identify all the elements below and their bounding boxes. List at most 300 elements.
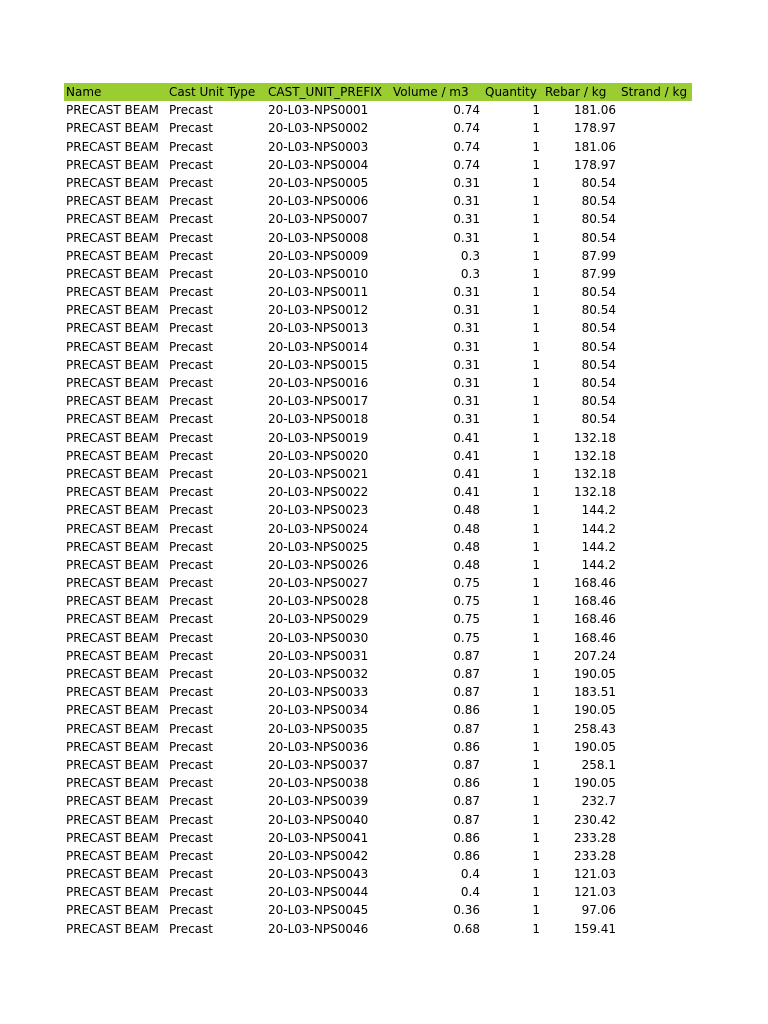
cell-cast-unit-type[interactable]: Precast xyxy=(169,448,213,463)
cell-cast-unit-prefix[interactable]: 20-L03-NPS0021 xyxy=(268,466,369,481)
cell-name[interactable]: PRECAST BEAM xyxy=(66,776,159,791)
cell-volume[interactable]: 0.31 xyxy=(453,230,480,245)
cell-cast-unit-prefix[interactable]: 20-L03-NPS0001 xyxy=(268,103,369,118)
cell-name[interactable]: PRECAST BEAM xyxy=(66,757,159,772)
cell-cast-unit-prefix[interactable]: 20-L03-NPS0013 xyxy=(268,321,369,336)
cell-name[interactable]: PRECAST BEAM xyxy=(66,430,159,445)
cell-volume[interactable]: 0.74 xyxy=(453,139,480,154)
cell-volume[interactable]: 0.74 xyxy=(453,121,480,136)
cell-name[interactable]: PRECAST BEAM xyxy=(66,466,159,481)
cell-strand[interactable] xyxy=(619,429,692,447)
cell-cast-unit-type[interactable]: Precast xyxy=(169,430,213,445)
cell-cast-unit-prefix[interactable]: 20-L03-NPS0042 xyxy=(268,848,369,863)
cell-rebar[interactable]: 190.05 xyxy=(574,739,616,754)
cell-cast-unit-prefix[interactable]: 20-L03-NPS0027 xyxy=(268,576,369,591)
cell-rebar[interactable]: 132.18 xyxy=(574,430,616,445)
cell-rebar[interactable]: 159.41 xyxy=(574,921,616,936)
cell-volume[interactable]: 0.31 xyxy=(453,412,480,427)
cell-quantity[interactable]: 1 xyxy=(532,448,540,463)
cell-volume[interactable]: 0.4 xyxy=(460,867,480,882)
cell-quantity[interactable]: 1 xyxy=(532,557,540,572)
cell-strand[interactable] xyxy=(619,720,692,738)
cell-name[interactable]: PRECAST BEAM xyxy=(66,485,159,500)
cell-quantity[interactable]: 1 xyxy=(532,739,540,754)
cell-cast-unit-prefix[interactable]: 20-L03-NPS0030 xyxy=(268,630,369,645)
cell-quantity[interactable]: 1 xyxy=(532,466,540,481)
cell-quantity[interactable]: 1 xyxy=(532,521,540,536)
cell-volume[interactable]: 0.48 xyxy=(453,539,480,554)
cell-volume[interactable]: 0.86 xyxy=(453,848,480,863)
cell-cast-unit-prefix[interactable]: 20-L03-NPS0014 xyxy=(268,339,369,354)
cell-cast-unit-type[interactable]: Precast xyxy=(169,830,213,845)
cell-rebar[interactable]: 258.43 xyxy=(574,721,616,736)
cell-cast-unit-prefix[interactable]: 20-L03-NPS0034 xyxy=(268,703,369,718)
cell-volume[interactable]: 0.31 xyxy=(453,376,480,390)
cell-cast-unit-type[interactable]: Precast xyxy=(169,139,213,154)
cell-cast-unit-prefix[interactable]: 20-L03-NPS0015 xyxy=(268,357,369,372)
header-rebar[interactable]: Rebar / kg xyxy=(545,85,607,99)
cell-volume[interactable]: 0.41 xyxy=(453,485,480,500)
cell-cast-unit-prefix[interactable]: 20-L03-NPS0020 xyxy=(268,448,369,463)
cell-quantity[interactable]: 1 xyxy=(532,594,540,609)
cell-name[interactable]: PRECAST BEAM xyxy=(66,230,159,245)
cell-cast-unit-type[interactable]: Precast xyxy=(169,285,213,300)
cell-strand[interactable] xyxy=(619,756,692,774)
cell-cast-unit-prefix[interactable]: 20-L03-NPS0024 xyxy=(268,521,369,536)
cell-cast-unit-type[interactable]: Precast xyxy=(169,357,213,372)
cell-name[interactable]: PRECAST BEAM xyxy=(66,103,159,118)
cell-quantity[interactable]: 1 xyxy=(532,230,540,245)
cell-cast-unit-type[interactable]: Precast xyxy=(169,630,213,645)
cell-cast-unit-type[interactable]: Precast xyxy=(169,703,213,718)
cell-strand[interactable] xyxy=(619,538,692,556)
cell-name[interactable]: PRECAST BEAM xyxy=(66,448,159,463)
cell-cast-unit-type[interactable]: Precast xyxy=(169,521,213,536)
cell-quantity[interactable]: 1 xyxy=(532,321,540,336)
cell-cast-unit-prefix[interactable]: 20-L03-NPS0025 xyxy=(268,539,369,554)
cell-cast-unit-prefix[interactable]: 20-L03-NPS0016 xyxy=(268,376,369,390)
cell-volume[interactable]: 0.4 xyxy=(460,885,480,900)
cell-rebar[interactable]: 258.1 xyxy=(581,757,616,772)
cell-volume[interactable]: 0.31 xyxy=(453,212,480,227)
cell-quantity[interactable]: 1 xyxy=(532,157,540,172)
cell-cast-unit-prefix[interactable]: 20-L03-NPS0019 xyxy=(268,430,369,445)
cell-strand[interactable] xyxy=(619,738,692,756)
cell-quantity[interactable]: 1 xyxy=(532,776,540,791)
cell-name[interactable]: PRECAST BEAM xyxy=(66,594,159,609)
cell-strand[interactable] xyxy=(619,483,692,501)
cell-strand[interactable] xyxy=(619,610,692,628)
cell-cast-unit-prefix[interactable]: 20-L03-NPS0017 xyxy=(268,394,369,409)
cell-quantity[interactable]: 1 xyxy=(532,175,540,190)
cell-quantity[interactable]: 1 xyxy=(532,885,540,900)
cell-rebar[interactable]: 232.7 xyxy=(581,794,616,809)
cell-rebar[interactable]: 230.42 xyxy=(574,812,616,827)
cell-cast-unit-type[interactable]: Precast xyxy=(169,594,213,609)
cell-cast-unit-prefix[interactable]: 20-L03-NPS0043 xyxy=(268,867,369,882)
cell-cast-unit-type[interactable]: Precast xyxy=(169,321,213,336)
cell-strand[interactable] xyxy=(619,574,692,592)
cell-cast-unit-prefix[interactable]: 20-L03-NPS0004 xyxy=(268,157,369,172)
cell-cast-unit-type[interactable]: Precast xyxy=(169,648,213,663)
cell-quantity[interactable]: 1 xyxy=(532,685,540,700)
cell-quantity[interactable]: 1 xyxy=(532,285,540,300)
cell-strand[interactable] xyxy=(619,119,692,137)
cell-cast-unit-prefix[interactable]: 20-L03-NPS0032 xyxy=(268,667,369,681)
cell-strand[interactable] xyxy=(619,338,692,356)
cell-volume[interactable]: 0.48 xyxy=(453,557,480,572)
cell-rebar[interactable]: 80.54 xyxy=(581,175,616,190)
cell-strand[interactable] xyxy=(619,410,692,428)
cell-quantity[interactable]: 1 xyxy=(532,794,540,809)
cell-cast-unit-type[interactable]: Precast xyxy=(169,303,213,318)
cell-name[interactable]: PRECAST BEAM xyxy=(66,357,159,372)
cell-strand[interactable] xyxy=(619,701,692,719)
cell-strand[interactable] xyxy=(619,792,692,810)
cell-cast-unit-type[interactable]: Precast xyxy=(169,121,213,136)
cell-name[interactable]: PRECAST BEAM xyxy=(66,630,159,645)
cell-strand[interactable] xyxy=(619,829,692,847)
cell-cast-unit-prefix[interactable]: 20-L03-NPS0012 xyxy=(268,303,369,318)
header-cast-unit-prefix[interactable]: CAST_UNIT_PREFIX xyxy=(268,85,382,99)
cell-quantity[interactable]: 1 xyxy=(532,376,540,390)
header-strand[interactable]: Strand / kg xyxy=(621,85,688,99)
cell-name[interactable]: PRECAST BEAM xyxy=(66,521,159,536)
cell-cast-unit-type[interactable]: Precast xyxy=(169,612,213,627)
cell-name[interactable]: PRECAST BEAM xyxy=(66,557,159,572)
cell-name[interactable]: PRECAST BEAM xyxy=(66,667,159,681)
cell-cast-unit-prefix[interactable]: 20-L03-NPS0038 xyxy=(268,776,369,791)
cell-rebar[interactable]: 80.54 xyxy=(581,285,616,300)
cell-volume[interactable]: 0.31 xyxy=(453,394,480,409)
cell-quantity[interactable]: 1 xyxy=(532,703,540,718)
cell-cast-unit-type[interactable]: Precast xyxy=(169,266,213,281)
cell-rebar[interactable]: 190.05 xyxy=(574,667,616,681)
cell-cast-unit-prefix[interactable]: 20-L03-NPS0003 xyxy=(268,139,369,154)
cell-quantity[interactable]: 1 xyxy=(532,630,540,645)
cell-name[interactable]: PRECAST BEAM xyxy=(66,285,159,300)
cell-name[interactable]: PRECAST BEAM xyxy=(66,848,159,863)
cell-cast-unit-type[interactable]: Precast xyxy=(169,867,213,882)
cell-quantity[interactable]: 1 xyxy=(532,121,540,136)
cell-strand[interactable] xyxy=(619,319,692,337)
cell-quantity[interactable]: 1 xyxy=(532,921,540,936)
cell-rebar[interactable]: 80.54 xyxy=(581,321,616,336)
cell-strand[interactable] xyxy=(619,592,692,610)
cell-rebar[interactable]: 178.97 xyxy=(574,121,616,136)
cell-volume[interactable]: 0.41 xyxy=(453,448,480,463)
cell-volume[interactable]: 0.87 xyxy=(453,648,480,663)
cell-volume[interactable]: 0.75 xyxy=(453,612,480,627)
cell-name[interactable]: PRECAST BEAM xyxy=(66,685,159,700)
cell-volume[interactable]: 0.31 xyxy=(453,303,480,318)
cell-cast-unit-prefix[interactable]: 20-L03-NPS0023 xyxy=(268,503,369,518)
cell-rebar[interactable]: 181.06 xyxy=(574,139,616,154)
cell-rebar[interactable]: 168.46 xyxy=(574,594,616,609)
cell-name[interactable]: PRECAST BEAM xyxy=(66,503,159,518)
cell-cast-unit-type[interactable]: Precast xyxy=(169,376,213,390)
cell-cast-unit-type[interactable]: Precast xyxy=(169,848,213,863)
cell-cast-unit-prefix[interactable]: 20-L03-NPS0035 xyxy=(268,721,369,736)
cell-name[interactable]: PRECAST BEAM xyxy=(66,703,159,718)
cell-cast-unit-type[interactable]: Precast xyxy=(169,339,213,354)
cell-cast-unit-prefix[interactable]: 20-L03-NPS0046 xyxy=(268,921,369,936)
cell-rebar[interactable]: 233.28 xyxy=(574,830,616,845)
cell-rebar[interactable]: 181.06 xyxy=(574,103,616,118)
cell-strand[interactable] xyxy=(619,665,692,683)
cell-strand[interactable] xyxy=(619,356,692,374)
cell-name[interactable]: PRECAST BEAM xyxy=(66,412,159,427)
cell-cast-unit-prefix[interactable]: 20-L03-NPS0029 xyxy=(268,612,369,627)
cell-cast-unit-type[interactable]: Precast xyxy=(169,175,213,190)
cell-rebar[interactable]: 121.03 xyxy=(574,885,616,900)
cell-cast-unit-type[interactable]: Precast xyxy=(169,685,213,700)
cell-quantity[interactable]: 1 xyxy=(532,867,540,882)
cell-strand[interactable] xyxy=(619,920,692,938)
cell-quantity[interactable]: 1 xyxy=(532,194,540,209)
cell-cast-unit-type[interactable]: Precast xyxy=(169,812,213,827)
cell-cast-unit-prefix[interactable]: 20-L03-NPS0041 xyxy=(268,830,369,845)
cell-strand[interactable] xyxy=(619,192,692,210)
cell-volume[interactable]: 0.87 xyxy=(453,721,480,736)
cell-volume[interactable]: 0.86 xyxy=(453,739,480,754)
cell-strand[interactable] xyxy=(619,101,692,119)
cell-name[interactable]: PRECAST BEAM xyxy=(66,721,159,736)
cell-volume[interactable]: 0.31 xyxy=(453,357,480,372)
cell-cast-unit-prefix[interactable]: 20-L03-NPS0011 xyxy=(268,285,369,300)
cell-cast-unit-type[interactable]: Precast xyxy=(169,539,213,554)
cell-quantity[interactable]: 1 xyxy=(532,412,540,427)
cell-cast-unit-type[interactable]: Precast xyxy=(169,412,213,427)
cell-strand[interactable] xyxy=(619,629,692,647)
cell-quantity[interactable]: 1 xyxy=(532,812,540,827)
cell-rebar[interactable]: 190.05 xyxy=(574,776,616,791)
cell-cast-unit-prefix[interactable]: 20-L03-NPS0018 xyxy=(268,412,369,427)
cell-cast-unit-type[interactable]: Precast xyxy=(169,248,213,263)
cell-cast-unit-type[interactable]: Precast xyxy=(169,157,213,172)
cell-rebar[interactable]: 87.99 xyxy=(581,248,616,263)
cell-rebar[interactable]: 80.54 xyxy=(581,303,616,318)
cell-cast-unit-type[interactable]: Precast xyxy=(169,667,213,681)
cell-rebar[interactable]: 233.28 xyxy=(574,848,616,863)
cell-rebar[interactable]: 144.2 xyxy=(581,503,616,518)
cell-cast-unit-type[interactable]: Precast xyxy=(169,721,213,736)
cell-cast-unit-type[interactable]: Precast xyxy=(169,757,213,772)
cell-cast-unit-type[interactable]: Precast xyxy=(169,485,213,500)
cell-volume[interactable]: 0.31 xyxy=(453,321,480,336)
cell-rebar[interactable]: 87.99 xyxy=(581,266,616,281)
cell-cast-unit-prefix[interactable]: 20-L03-NPS0028 xyxy=(268,594,369,609)
cell-strand[interactable] xyxy=(619,174,692,192)
cell-cast-unit-prefix[interactable]: 20-L03-NPS0006 xyxy=(268,194,369,209)
cell-strand[interactable] xyxy=(619,847,692,865)
cell-cast-unit-prefix[interactable]: 20-L03-NPS0039 xyxy=(268,794,369,809)
cell-cast-unit-prefix[interactable]: 20-L03-NPS0010 xyxy=(268,266,369,281)
cell-quantity[interactable]: 1 xyxy=(532,357,540,372)
cell-name[interactable]: PRECAST BEAM xyxy=(66,394,159,409)
header-quantity[interactable]: Quantity xyxy=(485,85,537,99)
cell-rebar[interactable]: 168.46 xyxy=(574,612,616,627)
cell-name[interactable]: PRECAST BEAM xyxy=(66,303,159,318)
cell-volume[interactable]: 0.31 xyxy=(453,339,480,354)
cell-rebar[interactable]: 80.54 xyxy=(581,357,616,372)
cell-quantity[interactable]: 1 xyxy=(532,539,540,554)
cell-rebar[interactable]: 190.05 xyxy=(574,703,616,718)
cell-quantity[interactable]: 1 xyxy=(532,103,540,118)
cell-volume[interactable]: 0.75 xyxy=(453,576,480,591)
cell-strand[interactable] xyxy=(619,865,692,883)
cell-rebar[interactable]: 80.54 xyxy=(581,212,616,227)
cell-rebar[interactable]: 144.2 xyxy=(581,539,616,554)
cell-strand[interactable] xyxy=(619,283,692,301)
cell-strand[interactable] xyxy=(619,520,692,538)
cell-cast-unit-prefix[interactable]: 20-L03-NPS0026 xyxy=(268,557,369,572)
cell-quantity[interactable]: 1 xyxy=(532,139,540,154)
cell-cast-unit-type[interactable]: Precast xyxy=(169,776,213,791)
cell-volume[interactable]: 0.3 xyxy=(460,266,480,281)
cell-cast-unit-type[interactable]: Precast xyxy=(169,557,213,572)
cell-name[interactable]: PRECAST BEAM xyxy=(66,248,159,263)
cell-cast-unit-prefix[interactable]: 20-L03-NPS0033 xyxy=(268,685,369,700)
cell-volume[interactable]: 0.74 xyxy=(453,103,480,118)
cell-cast-unit-prefix[interactable]: 20-L03-NPS0007 xyxy=(268,212,369,227)
cell-volume[interactable]: 0.74 xyxy=(453,157,480,172)
cell-volume[interactable]: 0.41 xyxy=(453,466,480,481)
cell-strand[interactable] xyxy=(619,883,692,901)
cell-name[interactable]: PRECAST BEAM xyxy=(66,194,159,209)
header-name[interactable]: Name xyxy=(66,85,102,99)
cell-strand[interactable] xyxy=(619,774,692,792)
header-cast-unit-type[interactable]: Cast Unit Type xyxy=(169,85,256,99)
cell-volume[interactable]: 0.86 xyxy=(453,703,480,718)
cell-name[interactable]: PRECAST BEAM xyxy=(66,266,159,281)
cell-strand[interactable] xyxy=(619,811,692,829)
cell-strand[interactable] xyxy=(619,374,692,392)
cell-name[interactable]: PRECAST BEAM xyxy=(66,903,159,918)
header-volume[interactable]: Volume / m3 xyxy=(393,85,469,99)
cell-cast-unit-prefix[interactable]: 20-L03-NPS0044 xyxy=(268,885,369,900)
cell-cast-unit-prefix[interactable]: 20-L03-NPS0022 xyxy=(268,485,369,500)
cell-name[interactable]: PRECAST BEAM xyxy=(66,212,159,227)
cell-volume[interactable]: 0.48 xyxy=(453,503,480,518)
cell-volume[interactable]: 0.48 xyxy=(453,521,480,536)
cell-rebar[interactable]: 168.46 xyxy=(574,630,616,645)
cell-cast-unit-prefix[interactable]: 20-L03-NPS0005 xyxy=(268,175,369,190)
cell-volume[interactable]: 0.3 xyxy=(460,248,480,263)
cell-cast-unit-prefix[interactable]: 20-L03-NPS0002 xyxy=(268,121,369,136)
cell-name[interactable]: PRECAST BEAM xyxy=(66,121,159,136)
cell-volume[interactable]: 0.87 xyxy=(453,812,480,827)
cell-name[interactable]: PRECAST BEAM xyxy=(66,921,159,936)
cell-name[interactable]: PRECAST BEAM xyxy=(66,139,159,154)
cell-name[interactable]: PRECAST BEAM xyxy=(66,794,159,809)
cell-volume[interactable]: 0.86 xyxy=(453,830,480,845)
cell-rebar[interactable]: 207.24 xyxy=(574,648,616,663)
cell-quantity[interactable]: 1 xyxy=(532,903,540,918)
cell-name[interactable]: PRECAST BEAM xyxy=(66,175,159,190)
cell-name[interactable]: PRECAST BEAM xyxy=(66,885,159,900)
cell-rebar[interactable]: 80.54 xyxy=(581,339,616,354)
cell-rebar[interactable]: 183.51 xyxy=(574,685,616,700)
cell-volume[interactable]: 0.86 xyxy=(453,776,480,791)
cell-rebar[interactable]: 80.54 xyxy=(581,230,616,245)
cell-cast-unit-prefix[interactable]: 20-L03-NPS0031 xyxy=(268,648,369,663)
cell-rebar[interactable]: 132.18 xyxy=(574,485,616,500)
cell-strand[interactable] xyxy=(619,301,692,319)
cell-volume[interactable]: 0.75 xyxy=(453,630,480,645)
cell-volume[interactable]: 0.75 xyxy=(453,594,480,609)
cell-quantity[interactable]: 1 xyxy=(532,503,540,518)
cell-volume[interactable]: 0.41 xyxy=(453,430,480,445)
cell-rebar[interactable]: 97.06 xyxy=(581,903,616,918)
cell-cast-unit-prefix[interactable]: 20-L03-NPS0008 xyxy=(268,230,369,245)
cell-cast-unit-type[interactable]: Precast xyxy=(169,466,213,481)
cell-cast-unit-type[interactable]: Precast xyxy=(169,739,213,754)
cell-strand[interactable] xyxy=(619,229,692,247)
cell-strand[interactable] xyxy=(619,465,692,483)
cell-strand[interactable] xyxy=(619,501,692,519)
cell-strand[interactable] xyxy=(619,683,692,701)
cell-name[interactable]: PRECAST BEAM xyxy=(66,539,159,554)
cell-cast-unit-type[interactable]: Precast xyxy=(169,394,213,409)
cell-quantity[interactable]: 1 xyxy=(532,667,540,681)
cell-strand[interactable] xyxy=(619,901,692,919)
cell-cast-unit-prefix[interactable]: 20-L03-NPS0009 xyxy=(268,248,369,263)
cell-quantity[interactable]: 1 xyxy=(532,612,540,627)
cell-volume[interactable]: 0.36 xyxy=(453,903,480,918)
cell-quantity[interactable]: 1 xyxy=(532,757,540,772)
cell-cast-unit-prefix[interactable]: 20-L03-NPS0036 xyxy=(268,739,369,754)
cell-strand[interactable] xyxy=(619,556,692,574)
cell-strand[interactable] xyxy=(619,647,692,665)
cell-quantity[interactable]: 1 xyxy=(532,248,540,263)
cell-volume[interactable]: 0.68 xyxy=(453,921,480,936)
cell-name[interactable]: PRECAST BEAM xyxy=(66,612,159,627)
cell-name[interactable]: PRECAST BEAM xyxy=(66,576,159,591)
cell-name[interactable]: PRECAST BEAM xyxy=(66,830,159,845)
cell-quantity[interactable]: 1 xyxy=(532,648,540,663)
cell-quantity[interactable]: 1 xyxy=(532,430,540,445)
cell-cast-unit-type[interactable]: Precast xyxy=(169,230,213,245)
cell-rebar[interactable]: 168.46 xyxy=(574,576,616,591)
cell-strand[interactable] xyxy=(619,156,692,174)
cell-quantity[interactable]: 1 xyxy=(532,576,540,591)
cell-volume[interactable]: 0.31 xyxy=(453,285,480,300)
cell-rebar[interactable]: 80.54 xyxy=(581,412,616,427)
cell-quantity[interactable]: 1 xyxy=(532,303,540,318)
cell-strand[interactable] xyxy=(619,138,692,156)
cell-name[interactable]: PRECAST BEAM xyxy=(66,812,159,827)
cell-quantity[interactable]: 1 xyxy=(532,266,540,281)
cell-rebar[interactable]: 121.03 xyxy=(574,867,616,882)
cell-name[interactable]: PRECAST BEAM xyxy=(66,157,159,172)
cell-quantity[interactable]: 1 xyxy=(532,394,540,409)
cell-cast-unit-type[interactable]: Precast xyxy=(169,212,213,227)
cell-cast-unit-type[interactable]: Precast xyxy=(169,921,213,936)
cell-quantity[interactable]: 1 xyxy=(532,339,540,354)
cell-strand[interactable] xyxy=(619,447,692,465)
cell-cast-unit-type[interactable]: Precast xyxy=(169,885,213,900)
cell-rebar[interactable]: 132.18 xyxy=(574,448,616,463)
cell-volume[interactable]: 0.87 xyxy=(453,685,480,700)
cell-rebar[interactable]: 80.54 xyxy=(581,194,616,209)
cell-name[interactable]: PRECAST BEAM xyxy=(66,867,159,882)
cell-rebar[interactable]: 144.2 xyxy=(581,521,616,536)
cell-strand[interactable] xyxy=(619,392,692,410)
cell-name[interactable]: PRECAST BEAM xyxy=(66,321,159,336)
cell-cast-unit-type[interactable]: Precast xyxy=(169,503,213,518)
cell-cast-unit-type[interactable]: Precast xyxy=(169,194,213,209)
